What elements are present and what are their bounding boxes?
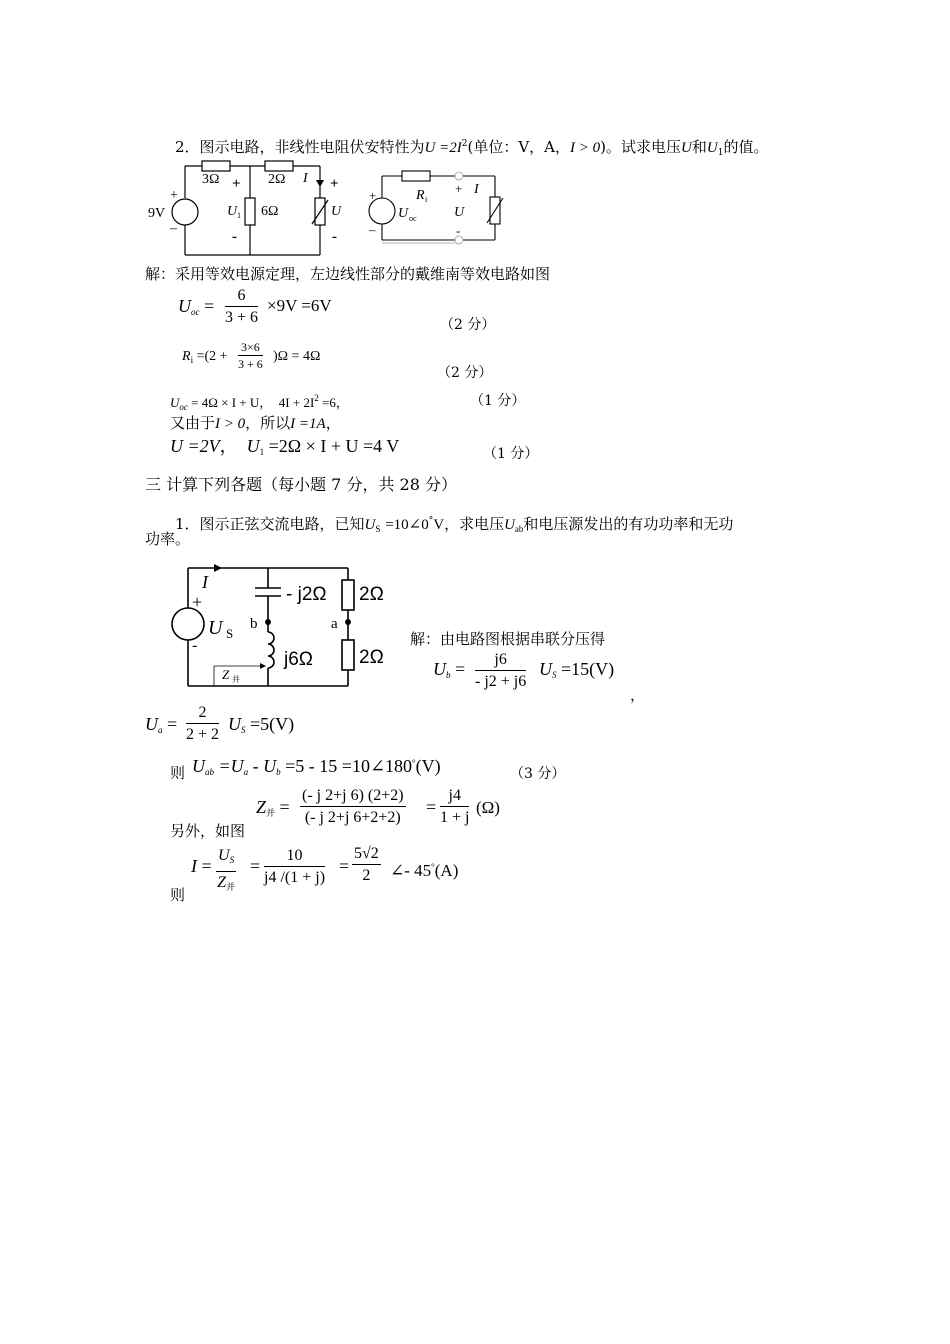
q1-uab: U — [504, 517, 515, 533]
z-unit: (Ω) — [476, 798, 500, 817]
ub-denominator: - j2 + j6 — [475, 673, 527, 690]
i-eq2: = — [250, 856, 261, 876]
section-3-heading: 三 计算下列各题（每小题 7 分，共 28 分） — [145, 475, 457, 494]
ri-subscript: i — [190, 355, 194, 365]
ri-open: =(2 + — [196, 349, 228, 364]
ri-equation-lhs — [182, 348, 228, 369]
c3-rbot-label: 2Ω — [359, 647, 384, 668]
since-line — [170, 414, 341, 433]
ub-fraction — [475, 650, 526, 691]
iv-equation: U =2I — [424, 140, 462, 156]
i-angle: ∠- 45 — [390, 861, 432, 880]
score-ri: （2 分） — [437, 365, 493, 381]
uoc-sub: oc — [409, 214, 417, 223]
c2-src-plus: + — [369, 188, 377, 203]
stmt-ask: )。试求电压 — [600, 138, 681, 156]
i-fraction-3 — [352, 844, 381, 885]
q1-text: 1．图示正弦交流电路，已知 — [175, 515, 365, 533]
c3-current: I — [202, 572, 208, 592]
ua-numerator: 2 — [186, 703, 219, 724]
c3-us: U — [208, 617, 223, 639]
z-denominator-1: (- j 2+j 6+2+2) — [304, 809, 401, 826]
uab-ua: =U — [218, 756, 244, 776]
i-lhs: I = — [191, 856, 212, 876]
i-symbol: I — [191, 856, 197, 876]
kvl-b: = 4Ω × I + U — [191, 395, 260, 410]
z-symbol: Z — [256, 797, 267, 817]
i-deg: ° — [431, 862, 435, 872]
ua-rhs — [228, 715, 294, 739]
u-minus: - — [332, 229, 337, 245]
ub-comma: ， — [630, 686, 646, 704]
c3-z-sub: 并 — [232, 675, 240, 684]
since-comma: ， — [325, 414, 341, 432]
uab-a: a — [243, 767, 249, 777]
circuit-1-diagram — [140, 158, 355, 258]
uab-equation — [192, 754, 441, 781]
also-line: 另外，如图 — [170, 822, 246, 840]
z-lhs: $Z_并$ = — [256, 797, 290, 818]
uoc-symbol: U — [178, 296, 191, 316]
p2-statement: 2．图示电路，非线性电阻伏安特性为$U =2I^2$(单位：V，A，I > 0)。试求电压U和$U_1$的值。 — [175, 138, 769, 158]
z-eq2: = — [426, 797, 437, 817]
z-fraction-2 — [440, 786, 469, 827]
c2-current: I — [474, 182, 479, 197]
kvl-comma2: ， — [335, 395, 349, 410]
q1-sol-intro: 解：由电路图根据串联分压得 — [410, 630, 606, 648]
score-kvl: （1 分） — [470, 393, 526, 409]
ub-rhs — [539, 660, 614, 684]
score-uab: （3 分） — [510, 766, 566, 782]
ua-us: U — [228, 714, 241, 734]
i-numerator-2: 10 — [264, 846, 325, 867]
i-fraction-1 — [216, 846, 236, 897]
ri-sub: i — [425, 195, 428, 204]
i-unit: (A) — [434, 861, 459, 880]
current-label: I — [303, 171, 308, 186]
ri-fraction — [238, 340, 263, 371]
final-u: U =2V — [170, 436, 220, 456]
u1-label: U — [227, 204, 238, 219]
ub-numerator: j6 — [475, 650, 526, 671]
q1-ask: ，求电压 — [444, 515, 505, 533]
uoc-equation-rhs: ×9V =6V — [267, 296, 332, 315]
c3-cap-label: - j2Ω — [286, 584, 327, 605]
i-num-sub: S — [229, 855, 235, 865]
u1-plus: + — [232, 176, 241, 192]
c3-ind-label: j6Ω — [284, 649, 313, 670]
ua-fraction — [186, 703, 219, 744]
q1-uab-sub: ab — [514, 524, 524, 534]
z-denominator-2: 1 + j — [440, 809, 470, 826]
src-label: 9V — [148, 206, 166, 221]
uab-unit: (V) — [415, 756, 441, 776]
p2-sol-intro: 解：采用等效电源定理，左边线性部分的戴维南等效电路如图 — [145, 265, 551, 283]
u1-sub: 1 — [237, 211, 241, 220]
node-b-label: b — [250, 616, 258, 632]
stmt-u1: U — [706, 140, 718, 156]
ri-denominator: 3 + 6 — [238, 357, 263, 371]
final-u1: U — [246, 436, 260, 456]
circuit-2-diagram — [365, 168, 515, 253]
uab-ub: - U — [252, 756, 277, 776]
score-final: （1 分） — [483, 446, 539, 462]
then-1: 则 — [170, 764, 186, 782]
kvl-quadratic: 4I + 2I — [278, 395, 315, 410]
q1-unit: V — [433, 517, 445, 533]
i-numerator-1: U — [218, 847, 230, 864]
q1-deg: ° — [428, 516, 434, 526]
final-line — [170, 437, 399, 461]
r1-label: 3Ω — [202, 172, 220, 187]
final-comma: ， — [219, 436, 238, 456]
stmt-u: U — [681, 140, 692, 156]
q1-us-sub: S — [375, 524, 381, 534]
since-so: ，所以 — [245, 414, 291, 432]
c2-u-plus: + — [455, 181, 463, 196]
stmt-and: 和 — [691, 138, 707, 156]
c3-plus: + — [192, 592, 203, 612]
q1-us: U — [364, 517, 376, 533]
kvl-u: U — [170, 395, 180, 410]
ri-symbol: R — [182, 349, 191, 364]
score-uoc: （2 分） — [440, 317, 496, 333]
uoc-label: U — [398, 206, 409, 221]
i-denominator-2: j4 /(1 + j) — [264, 869, 326, 886]
ub-subscript: b — [446, 670, 451, 680]
node-a-label: a — [331, 616, 338, 632]
c3-minus: - — [192, 637, 198, 654]
since-current: I =1A — [290, 416, 326, 432]
q1-statement-cont: 功率。 — [145, 530, 191, 548]
z-fraction-1 — [300, 786, 406, 827]
src-minus: – — [170, 221, 177, 236]
uab-subscript: ab — [205, 767, 214, 777]
kvl-sub: oc — [179, 402, 188, 412]
uoc-fraction — [225, 286, 258, 327]
ub-value: =15(V) — [561, 659, 615, 679]
kvl-comma1: ， — [259, 395, 273, 410]
kvl-rhs: =6 — [322, 395, 336, 410]
ua-subscript: a — [158, 725, 163, 735]
since-cond: I > 0 — [215, 416, 246, 432]
c2-src-minus: – — [369, 222, 376, 237]
stmt-units: (单位：V，A， — [467, 138, 571, 156]
c3-us-sub: S — [226, 626, 234, 641]
i-denominator-1: Z — [217, 874, 226, 891]
ua-denominator: 2 + 2 — [186, 726, 220, 743]
uoc-denominator: 3 + 6 — [225, 309, 259, 326]
circuit-3-diagram — [160, 562, 400, 692]
final-u1-value: =2Ω × I + U =4 V — [268, 436, 400, 456]
ri-numerator: 3×6 — [238, 340, 263, 356]
stmt-text: 2．图示电路，非线性电阻伏安特性为 — [175, 138, 425, 156]
c2-u-minus: - — [456, 223, 461, 238]
final-u1-sub: 1 — [259, 447, 265, 457]
uoc-numerator: 6 — [225, 286, 258, 307]
i-den-sub: 并 — [225, 882, 235, 892]
c3-rtop-label: 2Ω — [359, 584, 384, 605]
r3-label: 6Ω — [261, 204, 279, 219]
i-value — [390, 858, 458, 880]
u-label: U — [331, 204, 342, 219]
q1-rest: 和电压源发出的有功功率和无功 — [523, 515, 734, 533]
i-eq3: = — [339, 856, 350, 876]
stmt-end: 的值。 — [723, 138, 769, 156]
u1-minus: - — [232, 229, 237, 245]
uoc-equation-lhs: $U_{oc}$ = — [178, 296, 215, 317]
z-numerator-1: (- j 2+j 6) (2+2) — [300, 786, 406, 807]
kvl-equation: $U_{oc} = 4\Omega \times I + U$， $4I + 2I^2 =6$， — [170, 393, 349, 412]
ua-lhs: $U_a$ = — [145, 714, 178, 735]
ri-label: R — [416, 188, 425, 203]
ub-lhs: $U_b$ = — [433, 659, 466, 680]
q1-us-value: =10∠0 — [385, 517, 429, 533]
stmt-condition: I > 0 — [570, 140, 601, 156]
ua-symbol: U — [145, 714, 158, 734]
i-numerator-3: 5√2 — [352, 844, 381, 865]
ub-us: U — [539, 659, 552, 679]
c3-z-label: Z — [222, 667, 230, 682]
z-numerator-2: j4 — [440, 786, 469, 807]
ua-value: =5(V) — [250, 714, 295, 734]
then-2: 则 — [170, 886, 186, 904]
q1-statement — [175, 512, 733, 538]
uab-value: =5 - 15 =10∠180 — [285, 756, 413, 776]
since-text: 又由于 — [170, 414, 216, 432]
z-subscript: 并 — [266, 808, 276, 818]
src-plus: + — [170, 188, 178, 203]
uab-symbol: U — [192, 756, 205, 776]
ub-symbol: U — [433, 659, 446, 679]
c2-u-label: U — [454, 205, 465, 220]
uab-deg: ° — [412, 758, 416, 768]
ri-equation-rhs: )Ω = 4Ω — [273, 349, 321, 364]
i-fraction-2 — [264, 846, 325, 887]
uab-b: b — [276, 767, 281, 777]
i-denominator-3: 2 — [362, 867, 371, 884]
uoc-subscript: oc — [191, 307, 200, 317]
ua-us-sub: S — [241, 725, 246, 735]
r2-label: 2Ω — [268, 172, 286, 187]
ub-us-sub: S — [552, 670, 557, 680]
u-plus: + — [330, 176, 339, 192]
